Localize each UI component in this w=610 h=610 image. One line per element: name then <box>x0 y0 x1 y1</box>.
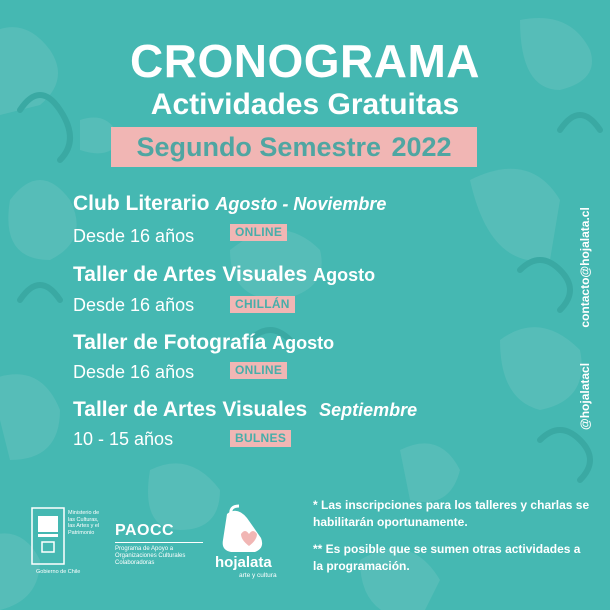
activity-2-title <box>73 263 375 287</box>
gov-line-4: Patrimonio <box>68 529 95 536</box>
footnote-registrations: * Las inscripciones para los talleres y charlas se habilitarán oportunamente. <box>313 498 590 529</box>
instagram-handle[interactable]: @hojalatacl <box>578 362 592 430</box>
activity-2-age: Desde 16 años <box>73 295 195 315</box>
hojalata-name: hojalata <box>215 554 272 571</box>
activity-4-name: Taller de Artes Visuales <box>73 398 308 421</box>
contact-vertical <box>578 200 592 430</box>
paocc-title: PAOCC <box>115 522 175 539</box>
activity-4-location-badge: BULNES <box>230 430 291 447</box>
activity-1-name: Club Literario <box>73 192 210 215</box>
activity-3-age: Desde 16 años <box>73 362 195 382</box>
activity-3-title <box>73 331 334 355</box>
activity-3-name: Taller de Fotografía <box>73 331 267 354</box>
contact-email[interactable]: contacto@hojalata.cl <box>578 207 592 328</box>
hojalata-logo <box>213 504 285 584</box>
gov-line-2: las Culturas, <box>68 516 99 523</box>
gov-line-3: las Artes y el <box>68 523 100 529</box>
activity-3-location-badge: ONLINE <box>230 362 287 379</box>
hojalata-heart-icon <box>217 504 277 554</box>
semester-label: Segundo Semestre <box>136 132 382 162</box>
activity-1-title <box>73 192 386 216</box>
activity-2-name: Taller de Artes Visuales <box>73 263 308 286</box>
poster-title: CRONOGRAMA <box>130 35 480 87</box>
government-shield-icon <box>30 506 66 566</box>
activity-4-dates: Septiembre <box>319 400 418 420</box>
activity-4-age: 10 - 15 años <box>73 429 174 449</box>
activity-1-dates: Agosto - Noviembre <box>215 194 387 214</box>
gov-footer: Gobierno de Chile <box>36 569 81 575</box>
activity-4-title <box>73 398 417 422</box>
government-ministry-text <box>68 510 99 536</box>
activity-2-location-badge: CHILLÁN <box>230 296 295 313</box>
semester-banner <box>111 127 477 167</box>
gov-line-1: Ministerio de <box>68 510 100 516</box>
paocc-divider <box>115 542 203 543</box>
activity-1-location-badge: ONLINE <box>230 224 287 241</box>
paocc-description: Programa de Apoyo a Organizaciones Culturales Colaboradoras <box>115 546 186 566</box>
government-logo <box>30 506 108 578</box>
footnote-additional-activities: ** Es posible que se sumen otras actividades a la programación. <box>313 542 581 573</box>
activity-2-dates: Agosto <box>313 265 376 285</box>
hojalata-tagline: arte y cultura <box>239 572 277 579</box>
semester-year: 2022 <box>391 132 452 162</box>
activity-1-age: Desde 16 años <box>73 226 195 246</box>
paocc-logo <box>115 522 203 567</box>
activity-3-dates: Agosto <box>272 333 335 353</box>
poster-subtitle: Actividades Gratuitas <box>150 88 460 121</box>
